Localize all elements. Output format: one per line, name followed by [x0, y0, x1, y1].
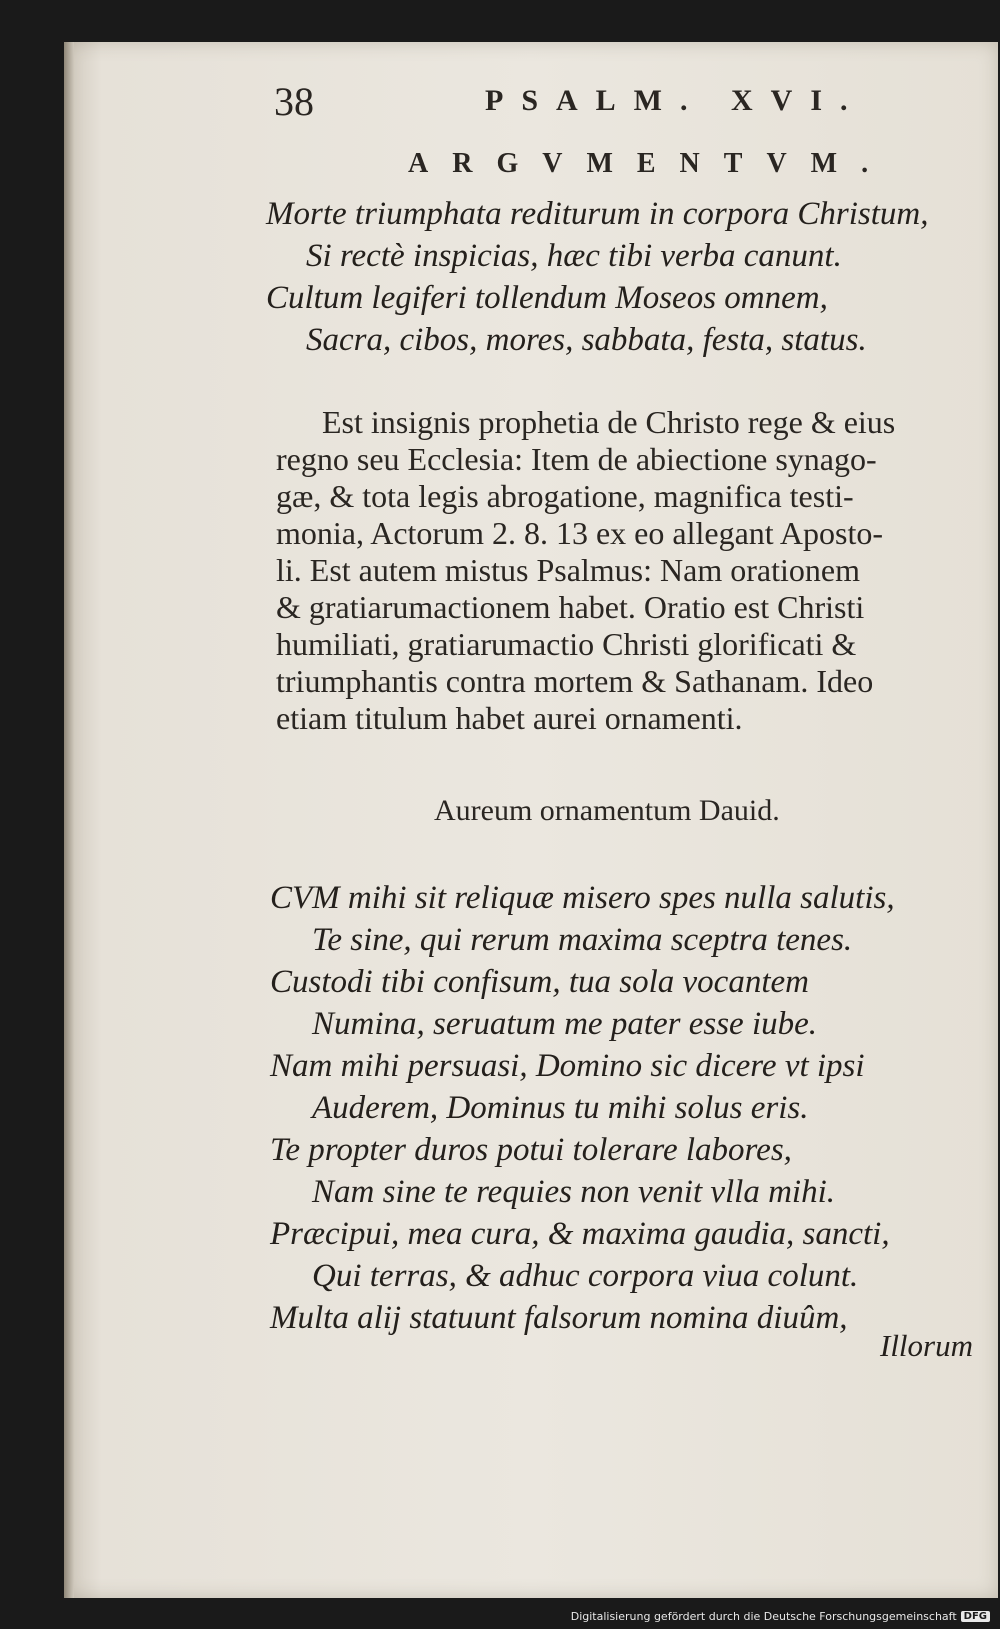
- dfg-logo-icon: DFG: [961, 1611, 990, 1622]
- argument-verse: Morte triumphata rediturum in corpora Christum,: [266, 196, 929, 232]
- commentary-line: li. Est autem mistus Psalmus: Nam orationem: [276, 552, 860, 588]
- poem-verse: Nam mihi persuasi, Domino sic dicere vt ipsi: [270, 1048, 865, 1084]
- poem-verse: Custodi tibi confisum, tua sola vocantem: [270, 964, 809, 1000]
- poem-verse: Auderem, Dominus tu mihi solus eris.: [312, 1090, 809, 1126]
- argument-title: ARGVMENTVM.: [408, 148, 893, 179]
- page-number: 38: [274, 79, 314, 124]
- poem-verse: Numina, seruatum me pater esse iube.: [312, 1006, 818, 1042]
- digitization-credit: [571, 1610, 990, 1623]
- poem-verse: Te sine, qui rerum maxima sceptra tenes.: [312, 922, 853, 958]
- commentary-line: triumphantis contra mortem & Sathanam. Ideo: [276, 663, 874, 699]
- poem-verse: CVM mihi sit reliquæ misero spes nulla salutis,: [270, 880, 895, 916]
- poem-verse: Qui terras, & adhuc corpora viua colunt.: [312, 1258, 859, 1294]
- poem-verse: Multa alij statuunt falsorum nomina diuûm,: [270, 1300, 848, 1336]
- commentary-line: etiam titulum habet aurei ornamenti.: [276, 700, 743, 736]
- commentary-line: regno seu Ecclesia: Item de abiectione synago-: [276, 441, 877, 477]
- catchword: Illorum: [880, 1328, 973, 1363]
- argument-verse: Cultum legiferi tollendum Moseos omnem,: [266, 280, 828, 316]
- poem-title: Aureum ornamentum Dauid.: [434, 794, 780, 827]
- commentary-line: monia, Actorum 2. 8. 13 ex eo allegant Aposto-: [276, 515, 883, 551]
- commentary-paragraph: [276, 404, 976, 737]
- argument-verse: Sacra, cibos, mores, sabbata, festa, status.: [306, 322, 867, 358]
- argument-verse: Si rectè inspicias, hæc tibi verba canunt.: [306, 238, 842, 274]
- commentary-line: Est insignis prophetia de Christo rege & eius: [322, 404, 896, 440]
- commentary-line: humiliati, gratiarumactio Christi glorificati &: [276, 626, 857, 662]
- page-binding-edge: [64, 42, 74, 1598]
- poem-verse: Te propter duros potui tolerare labores,: [270, 1132, 792, 1168]
- commentary-line: gæ, & tota legis abrogatione, magnifica testi-: [276, 478, 854, 514]
- poem-verse: Nam sine te requies non venit vlla mihi.: [312, 1174, 836, 1210]
- poem-verse: Præcipui, mea cura, & maxima gaudia, sancti,: [270, 1216, 890, 1252]
- credit-text: Digitalisierung gefördert durch die Deutsche Forschungsgemeinschaft: [570, 1610, 957, 1623]
- commentary-line: & gratiarumactionem habet. Oratio est Christi: [276, 589, 865, 625]
- running-title: PSALM. XVI.: [485, 84, 866, 117]
